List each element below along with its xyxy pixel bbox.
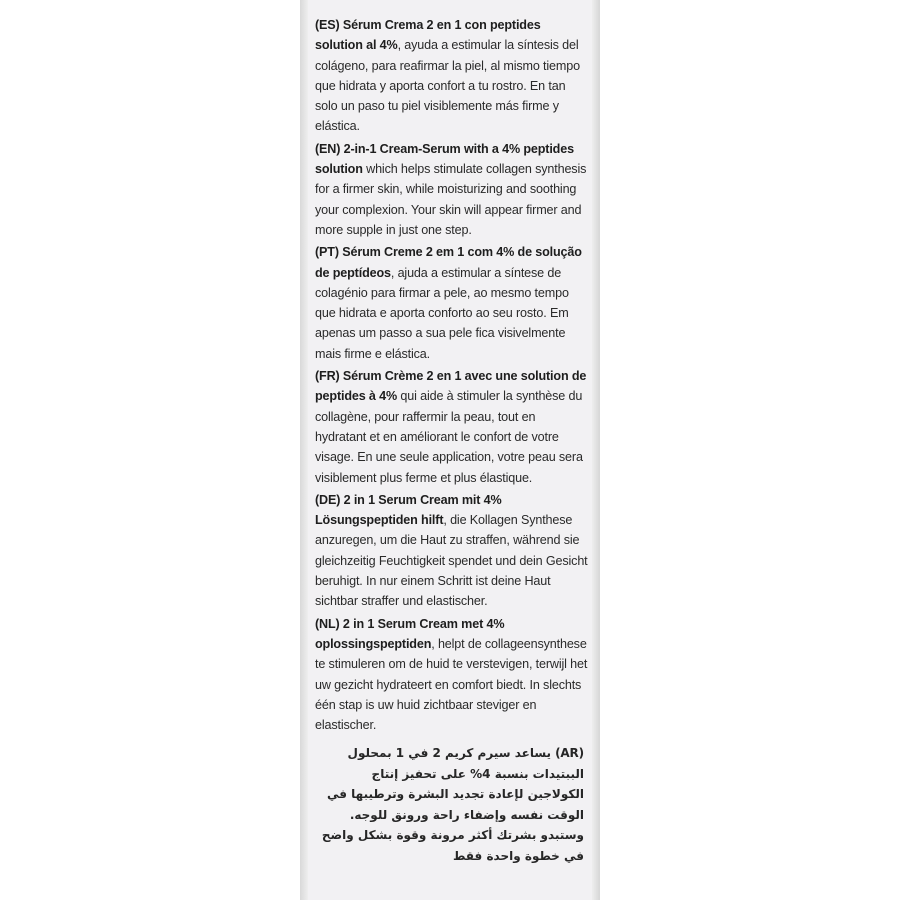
paragraph-de (315, 490, 588, 612)
paragraph-pt (315, 242, 588, 364)
paragraph-ar: (AR) يساعد سيرم كريم 2 في 1 بمحلول الببتيدات بنسبة 4% على تحفيز إنتاج الكولاجين لإعادة تجديد البشرة وترطيبها في الوقت نفسه وإضفاء راحة ورونق للوجه. وستبدو بشرتك أكثر مرونة وقوة بشكل واضح في خطوة واحدة فقط (321, 746, 584, 863)
box-edge-right (592, 0, 600, 900)
box-edge-left (300, 0, 308, 900)
paragraph-en-body: which helps stimulate collagen synthesis for a firmer skin, while moisturizing and soothing your complexion. Your skin will appear firmer and more supple in just one step. (315, 162, 587, 237)
paragraph-nl-body: , helpt de collageensynthese te stimuleren om de huid te verstevigen, terwijl het uw gezicht hydrateert en comfort biedt. In slechts één stap is uw huid zichtbaar steviger en elastischer. (315, 636, 588, 733)
paragraph-nl (315, 614, 588, 736)
paragraph-fr (315, 366, 588, 488)
paragraph-pt-heading: (PT) Sérum Creme 2 em 1 com 4% de solução de peptídeos (315, 245, 582, 280)
paragraph-nl-heading: (NL) 2 in 1 Serum Cream met 4% oplossingspeptiden (315, 616, 505, 651)
paragraph-es-body: , ayuda a estimular la síntesis del colágeno, para reafirmar la piel, al mismo tiempo que hidrata y aporta confort a tu rostro. En tan solo un paso tu piel visiblemente más firme y elástica. (315, 38, 580, 134)
paragraph-es (315, 15, 588, 137)
paragraph-de-heading: (DE) 2 in 1 Serum Cream mit 4% Lösungspeptiden hilft (315, 492, 502, 528)
paragraph-en-heading: (EN) 2-in-1 Cream-Serum with a 4% peptides solution (315, 141, 574, 177)
paragraph-fr-heading: (FR) Sérum Crème 2 en 1 avec une solution de peptides à 4% (315, 369, 587, 404)
paragraph-es-heading: (ES) Sérum Crema 2 en 1 con peptides solution al 4% (315, 18, 541, 53)
ingredients-label-panel (308, 0, 592, 900)
paragraph-pt-body: , ajuda a estimular a síntese de colagénio para firmar a pele, ao mesmo tempo que hidrata e aporta conforto ao seu rosto. Em apenas um passo a sua pele fica visivelmente mais firme e elástica. (315, 265, 569, 361)
paragraph-fr-body: qui aide à stimuler la synthèse du collagène, pour raffermir la peau, tout en hydratant et en améliorant le confort de votre visage. En une seule application, votre peau sera visiblement plus ferme et plus élastique. (315, 389, 583, 485)
paragraph-de-body: , die Kollagen Synthese anzuregen, um die Haut zu straffen, während sie gleichzeitig Feuchtigkeit spendet und dein Gesicht beruhigt. In nur einem Schritt ist deine Haut sichtbar straffer und elastischer. (315, 513, 588, 609)
paragraph-en (315, 139, 588, 240)
